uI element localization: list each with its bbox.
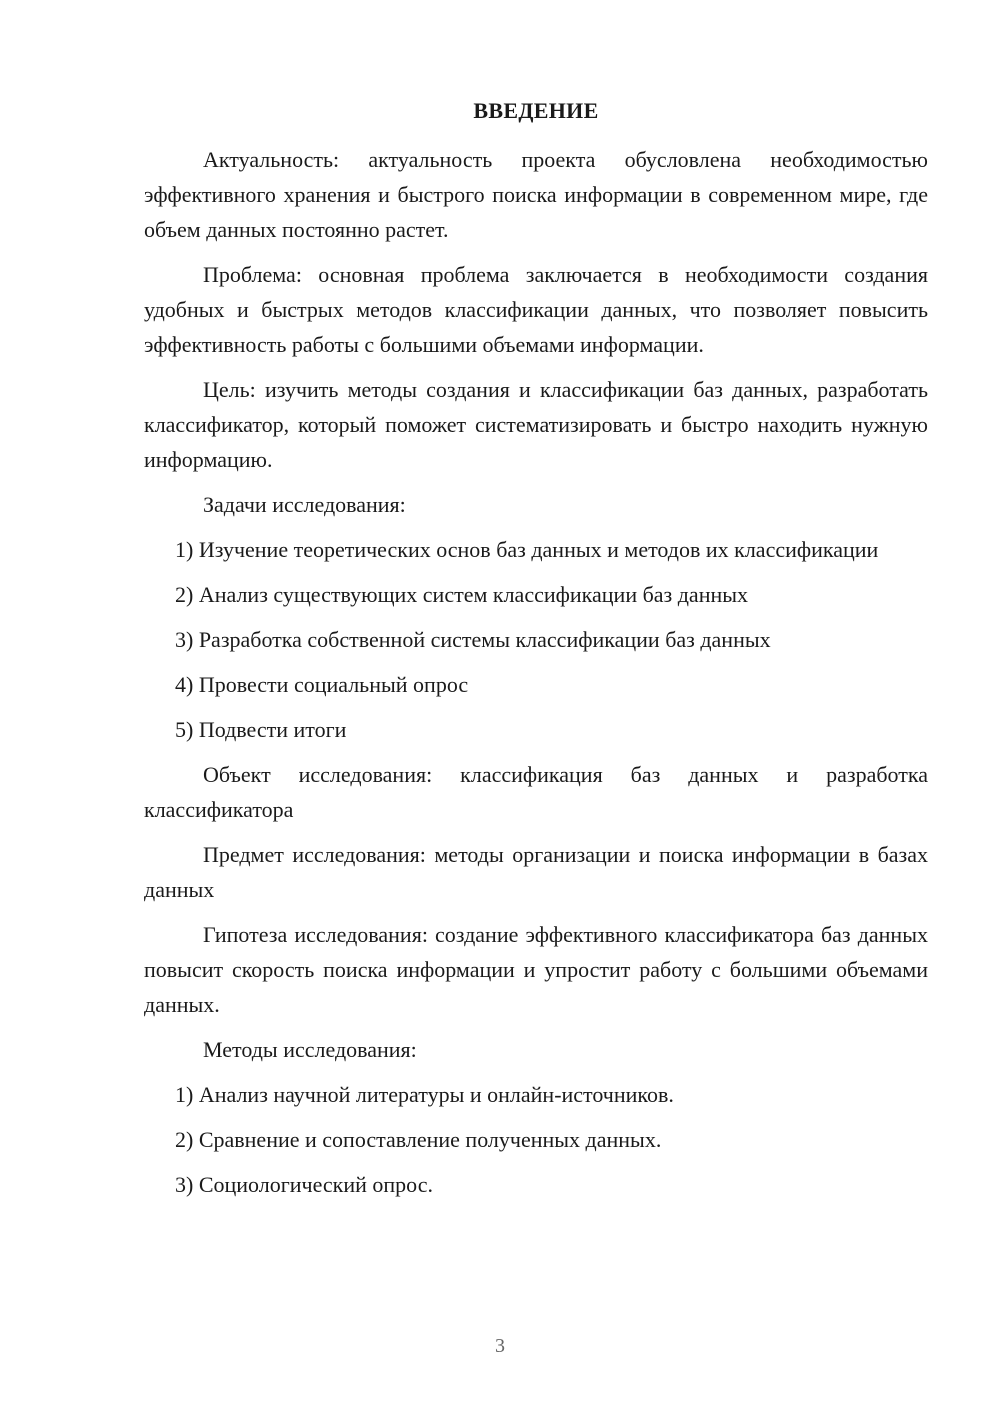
goal-paragraph: Цель: изучить методы создания и классификации баз данных, разработать классификатор, который поможет систематизировать и быстро находить нужную информацию. (144, 377, 928, 472)
method-item: 3) Социологический опрос. (175, 1172, 433, 1197)
task-item: 5) Подвести итоги (175, 717, 347, 742)
subject-paragraph: Предмет исследования: методы организации и поиска информации в базах данных (144, 842, 928, 902)
tasks-heading: Задачи исследования: (203, 492, 406, 517)
document-page (144, 94, 928, 1212)
method-item: 1) Анализ научной литературы и онлайн-источников. (175, 1082, 674, 1107)
method-item: 2) Сравнение и сопоставление полученных данных. (175, 1127, 662, 1152)
task-item: 4) Провести социальный опрос (175, 672, 469, 697)
page-number: 3 (495, 1335, 505, 1357)
task-item: 2) Анализ существующих систем классификации баз данных (175, 582, 749, 607)
task-item: 1) Изучение теоретических основ баз данных и методов их классификации (175, 537, 879, 562)
problem-paragraph: Проблема: основная проблема заключается в необходимости создания удобных и быстрых методов классификации данных, что позволяет повысить эффективность работы с большими объемами информации. (144, 262, 928, 357)
methods-heading: Методы исследования: (203, 1037, 417, 1062)
relevance-paragraph: Актуальность: актуальность проекта обусловлена необходимостью эффективного хранения и быстрого поиска информации в современном мире, где объем данных постоянно растет. (144, 147, 928, 242)
section-title: ВВЕДЕНИЕ (473, 98, 599, 123)
hypothesis-paragraph: Гипотеза исследования: создание эффективного классификатора баз данных повысит скорость поиска информации и упростит работу с большими объемами данных. (144, 922, 928, 1017)
object-paragraph: Объект исследования: классификация баз данных и разработка классификатора (144, 762, 928, 822)
task-item: 3) Разработка собственной системы классификации баз данных (175, 627, 771, 652)
